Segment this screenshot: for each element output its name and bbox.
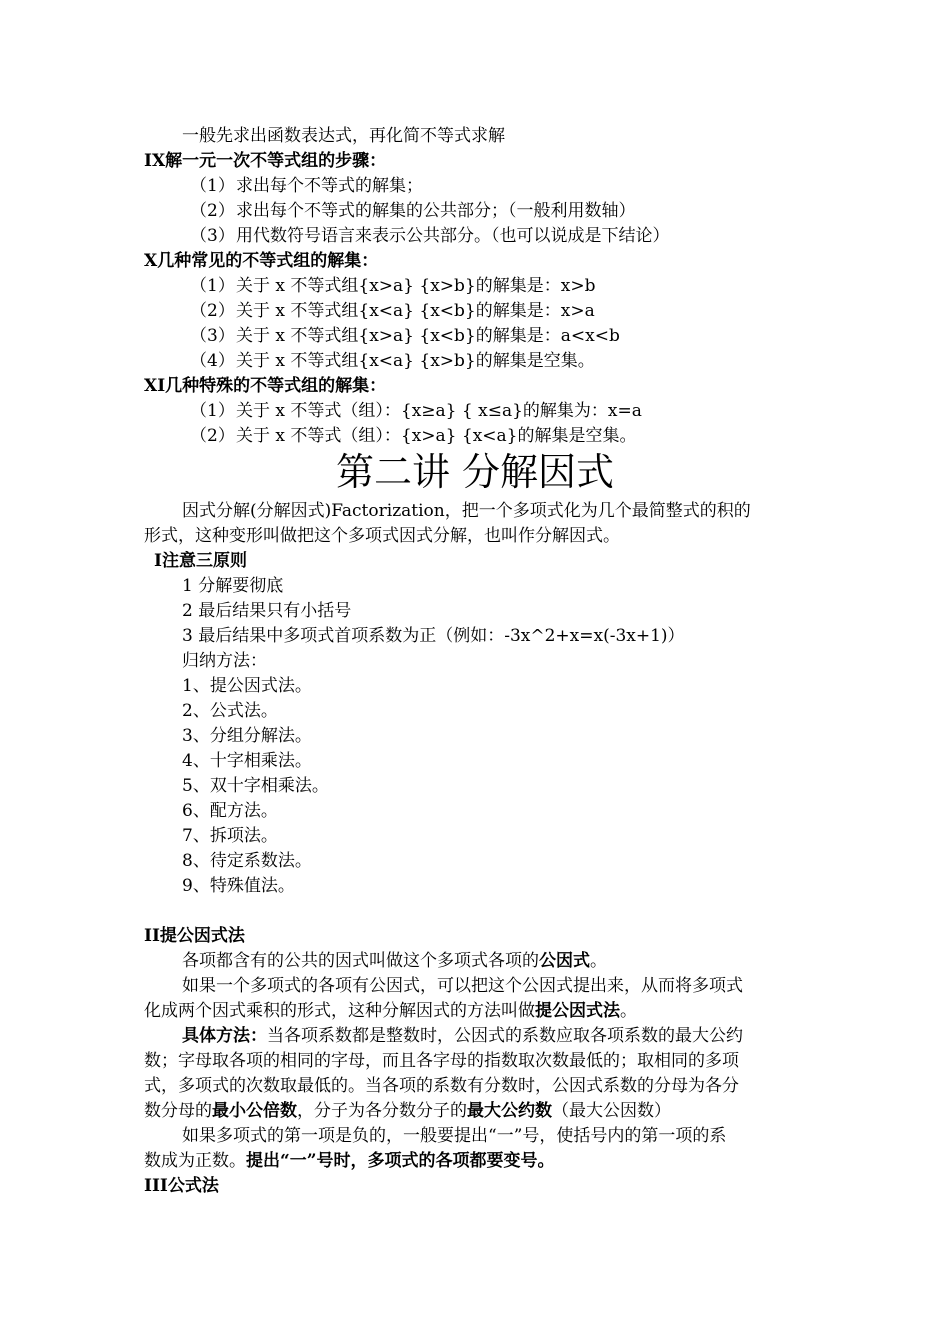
bold-term: 公因式 (539, 951, 590, 971)
text-span: 数分母的 (144, 1101, 212, 1121)
principle-item: 1 分解要彻底 (182, 576, 284, 596)
text-span: （最大公因数） (552, 1101, 671, 1121)
common-factor-paragraph-2-line-2 (144, 999, 637, 1024)
method-item: 7、拆项法。 (182, 826, 278, 846)
item-text: 用代数符号语言来表示公共部分。（也可以说成是下结论） (236, 226, 670, 246)
list-item (190, 224, 670, 249)
text-span: ，分子为各分数分子的 (297, 1101, 467, 1121)
list-item (190, 274, 595, 299)
item-text: 求出每个不等式的解集； (236, 176, 423, 196)
negative-paragraph-line-1: 如果多项式的第一项是负的，一般要提出“一”号，使括号内的第一项的系 (182, 1126, 727, 1146)
item-number: （1） (190, 176, 235, 196)
item-number: （2） (190, 201, 235, 221)
item-text: 关于 x 不等式（组）：{x>a} {x<a}的解集是空集。 (236, 426, 637, 446)
item-number: （2） (190, 301, 235, 321)
item-number: （1） (190, 401, 235, 421)
common-factor-paragraph-1 (182, 949, 607, 974)
method-item: 9、特殊值法。 (182, 876, 295, 896)
method-paragraph-line-4 (144, 1099, 671, 1124)
bold-term: 提公因式法 (535, 1001, 620, 1021)
common-factor-paragraph-2-line-1: 如果一个多项式的各项有公因式，可以把这个公因式提出来，从而将多项式 (182, 976, 743, 996)
lecture-title: 第二讲 分解因式 (335, 450, 615, 494)
list-item (190, 299, 595, 324)
bold-term: 提出“一”号时，多项式的各项都要变号。 (246, 1151, 555, 1171)
text-span: 化成两个因式乘积的形式，这种分解因式的方法叫做 (144, 1001, 535, 1021)
item-text: 求出每个不等式的解集的公共部分；（一般利用数轴） (236, 201, 636, 221)
method-item: 2、公式法。 (182, 701, 278, 721)
text-span: 。 (620, 1001, 637, 1021)
factor-definition-line-2: 形式，这种变形叫做把这个多项式因式分解，也叫作分解因式。 (144, 526, 620, 546)
item-number: （3） (190, 326, 235, 346)
list-item (190, 399, 642, 424)
common-factor-heading: II提公因式法 (144, 926, 245, 946)
list-item (190, 174, 423, 199)
item-text: 关于 x 不等式组{x>a} {x<b}的解集是：a<x<b (236, 326, 620, 346)
bold-term: 具体方法： (182, 1026, 267, 1046)
list-item (190, 199, 636, 224)
factor-definition-line-1: 因式分解(分解因式)Factorization，把一个多项式化为几个最简整式的积的 (182, 501, 751, 521)
item-text: 关于 x 不等式（组）：{x≥a} { x≤a}的解集为：x=a (236, 401, 642, 421)
item-text: 关于 x 不等式组{x>a} {x>b}的解集是：x>b (236, 276, 596, 296)
negative-paragraph-line-2 (144, 1149, 555, 1174)
section-11-heading: XI几种特殊的不等式组的解集： (144, 376, 387, 396)
method-paragraph-line-3: 式，多项式的次数取最低的。当各项的系数有分数时，公因式系数的分母为各分 (144, 1076, 739, 1096)
method-paragraph-line-2: 数；字母取各项的相同的字母，而且各字母的指数取次数最低的；取相同的多项 (144, 1051, 739, 1071)
text-span: 当各项系数都是整数时，公因式的系数应取各项系数的最大公约 (267, 1026, 743, 1046)
method-item: 1、提公因式法。 (182, 676, 312, 696)
bold-term: 最小公倍数 (212, 1101, 297, 1121)
item-number: （2） (190, 426, 235, 446)
section-10-heading: X几种常见的不等式组的解集： (144, 251, 379, 271)
item-text: 关于 x 不等式组{x<a} {x>b}的解集是空集。 (236, 351, 595, 371)
item-number: （4） (190, 351, 235, 371)
section-9-heading: IX解一元一次不等式组的步骤： (144, 151, 387, 171)
list-item (190, 324, 620, 349)
method-paragraph-line-1 (182, 1024, 743, 1049)
text-span: 各项都含有的公共的因式叫做这个多项式各项的 (182, 951, 539, 971)
item-text: 关于 x 不等式组{x<a} {x<b}的解集是：x>a (236, 301, 595, 321)
item-number: （1） (190, 276, 235, 296)
item-number: （3） (190, 226, 235, 246)
method-item: 4、十字相乘法。 (182, 751, 312, 771)
intro-line: 一般先求出函数表达式，再化简不等式求解 (182, 126, 505, 146)
method-item: 5、双十字相乘法。 (182, 776, 329, 796)
formula-method-heading: III公式法 (144, 1176, 219, 1196)
method-item: 8、待定系数法。 (182, 851, 312, 871)
principle-item: 3 最后结果中多项式首项系数为正（例如：-3x^2+x=x(-3x+1)） (182, 626, 685, 646)
principles-heading: I注意三原则 (154, 551, 247, 571)
methods-label: 归纳方法： (182, 651, 267, 671)
bold-term: 最大公约数 (467, 1101, 552, 1121)
method-item: 3、分组分解法。 (182, 726, 312, 746)
text-span: 数成为正数。 (144, 1151, 246, 1171)
method-item: 6、配方法。 (182, 801, 278, 821)
principle-item: 2 最后结果只有小括号 (182, 601, 352, 621)
list-item (190, 349, 595, 374)
text-span: 。 (590, 951, 607, 971)
